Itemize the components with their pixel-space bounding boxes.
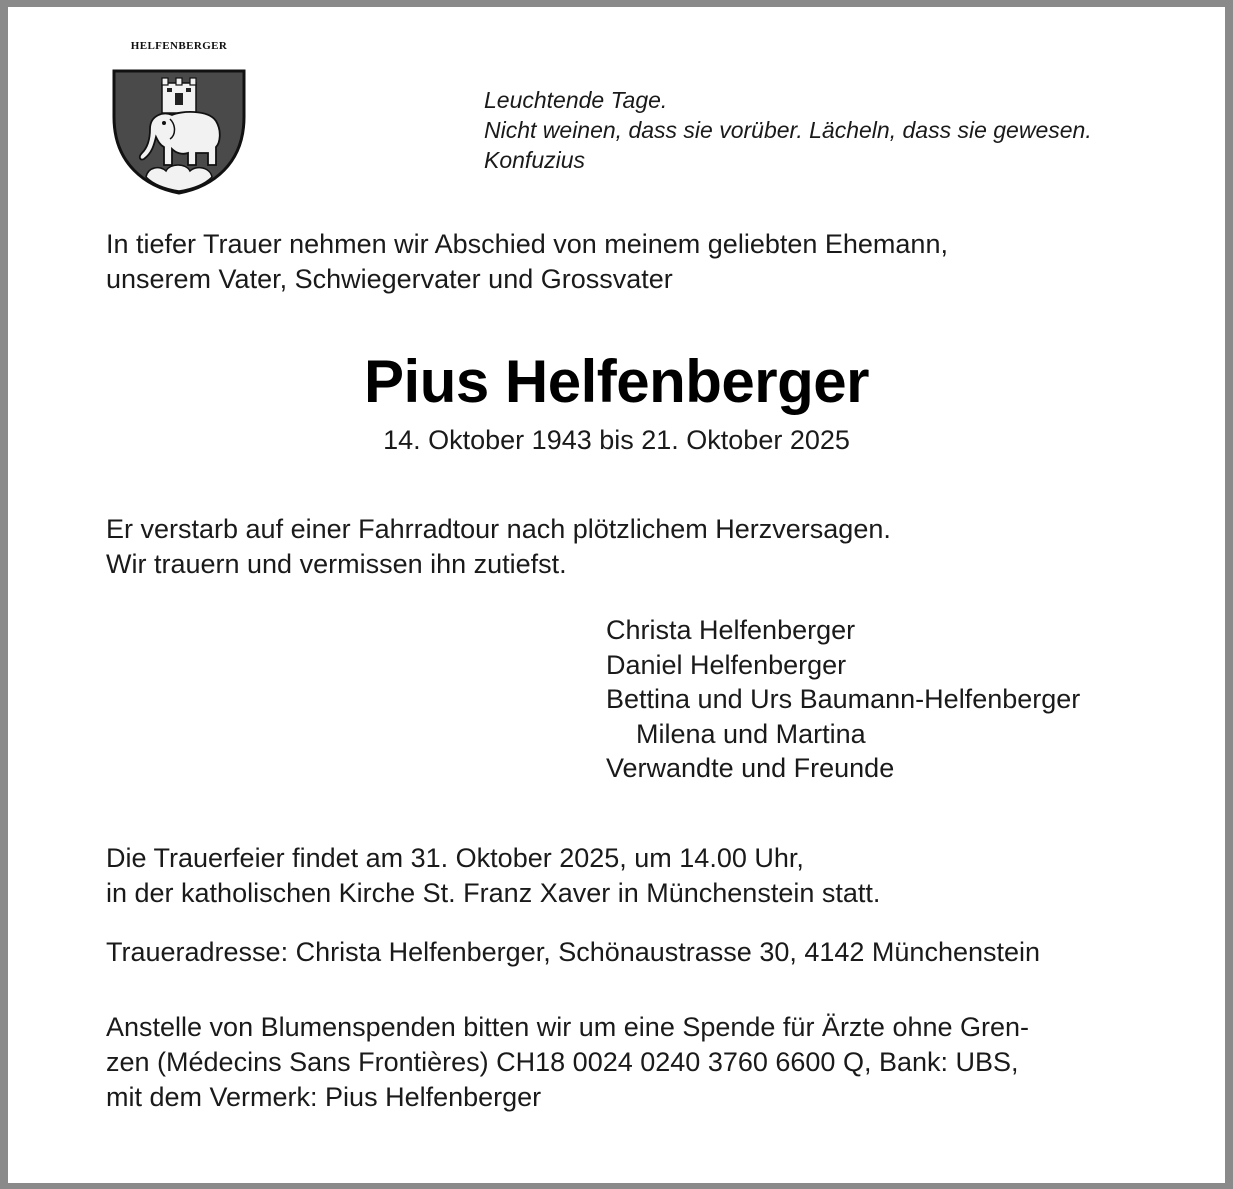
mourner: Milena und Martina bbox=[636, 718, 866, 749]
donation-line: Anstelle von Blumenspenden bitten wir um eine Spende für Ärzte ohne Gren- bbox=[106, 1012, 1030, 1042]
quote-author: Konfuzius bbox=[484, 147, 586, 173]
message-text bbox=[106, 512, 891, 582]
mourners-list bbox=[606, 613, 1080, 786]
deceased-name: Pius Helfenberger bbox=[364, 348, 869, 415]
mourner: Christa Helfenberger bbox=[606, 615, 856, 645]
coat-of-arms-icon bbox=[112, 69, 246, 196]
crest-label: HELFENBERGER bbox=[130, 40, 228, 52]
quote-line: Nicht weinen, dass sie vorüber. Lächeln, dass sie gewesen. bbox=[484, 117, 1092, 143]
message-line: Wir trauern und vermissen ihn zutiefst. bbox=[106, 549, 567, 579]
donation-line: mit dem Vermerk: Pius Helfenberger bbox=[106, 1082, 542, 1112]
mourner: Verwandte und Freunde bbox=[606, 753, 895, 783]
mourner: Daniel Helfenberger bbox=[606, 649, 847, 680]
ceremony-text bbox=[106, 841, 880, 911]
address-text bbox=[106, 935, 1040, 970]
life-dates: 14. Oktober 1943 bis 21. Oktober 2025 bbox=[383, 425, 850, 455]
obituary-page bbox=[8, 7, 1225, 1183]
donation-line: zen (Médecins Sans Frontières) CH18 0024 0240 3760 6600 Q, Bank: UBS, bbox=[106, 1047, 1019, 1077]
donation-text bbox=[106, 1010, 1029, 1115]
quote bbox=[484, 85, 1092, 175]
ceremony-line: Die Trauerfeier findet am 31. Oktober 2025, um 14.00 Uhr, bbox=[106, 843, 804, 873]
intro-text bbox=[106, 227, 948, 297]
crest bbox=[109, 40, 249, 200]
intro-line: unserem Vater, Schwiegervater und Grossvater bbox=[106, 264, 673, 294]
address-line: Traueradresse: Christa Helfenberger, Schönaustrasse 30, 4142 Münchenstein bbox=[106, 937, 1041, 967]
quote-line: Leuchtende Tage. bbox=[484, 87, 668, 113]
ceremony-line: in der katholischen Kirche St. Franz Xaver in Münchenstein statt. bbox=[106, 878, 881, 908]
message-line: Er verstarb auf einer Fahrradtour nach plötzlichem Herzversagen. bbox=[106, 514, 891, 544]
mourner: Bettina und Urs Baumann-Helfenberger bbox=[606, 684, 1081, 714]
intro-line: In tiefer Trauer nehmen wir Abschied von meinem geliebten Ehemann, bbox=[106, 229, 948, 259]
